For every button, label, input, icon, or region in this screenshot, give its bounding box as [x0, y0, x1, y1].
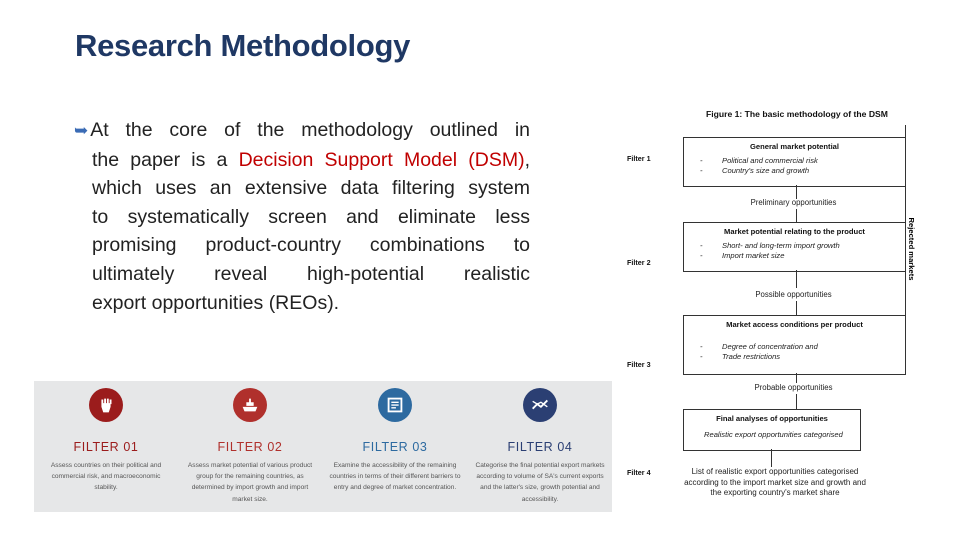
box-title-4: Final analyses of opportunities: [716, 414, 828, 423]
box-item: Realistic export opportunities categorised: [704, 430, 843, 439]
filter-label-3: Filter 3: [627, 360, 651, 369]
box-item: - Trade restrictions: [700, 351, 781, 361]
connector: [796, 209, 797, 223]
box-title-2: Market potential relating to the product: [724, 227, 865, 236]
box-item: - Degree of concentration and: [700, 342, 818, 351]
filter-desc-2: Assess market potential of various product group for the remaining countries, as determined by import growth and import market size.: [187, 462, 313, 503]
rejected-label: Rejected markets: [906, 217, 916, 281]
bullet-arrow-icon: ➥: [74, 121, 89, 140]
filter-title-1: FILTER 01: [73, 440, 139, 454]
box-item: - Country's size and growth: [700, 165, 810, 175]
box-market-product: [683, 222, 906, 272]
filter-title-4: FILTER 04: [507, 440, 573, 454]
filter-label-1: Filter 1: [627, 154, 651, 163]
between-label-1: Preliminary opportunities: [750, 198, 837, 207]
box-item: - Short- and long-term import growth: [700, 241, 840, 250]
bullet-line-2b: ,: [524, 148, 530, 171]
slide-title: Research Methodology: [75, 28, 411, 63]
filter-desc-1: Assess countries on their political and commercial risk, and macroeconomic stability.: [50, 462, 162, 492]
box-title-3: Market access conditions per product: [726, 320, 863, 329]
connector: [796, 185, 797, 199]
bullet-line-3: which uses an extensive data filtering system: [92, 177, 530, 200]
filter-label-4: Filter 4: [627, 468, 651, 477]
connector: [796, 394, 797, 410]
box-title-1: General market potential: [749, 142, 840, 151]
connector: [796, 373, 797, 383]
filter-card-4: [468, 381, 612, 512]
figure-title: Figure 1: The basic methodology of the DSM: [706, 109, 888, 119]
box-general-market: [683, 137, 906, 187]
between-label-2: Possible opportunities: [755, 290, 832, 299]
between-label-3: Probable opportunities: [754, 383, 833, 392]
bullet-line-5: promising product-country combinations to: [92, 234, 530, 257]
connector: [771, 449, 772, 467]
raised-fist-icon: [89, 388, 123, 422]
bullet-line-4: to systematically screen and eliminate less: [92, 205, 530, 228]
filter-title-3: FILTER 03: [362, 440, 428, 454]
filter-desc-3: Examine the accessibility of the remaining countries in terms of their different barriers to entry and degree of market concentration.: [329, 462, 461, 492]
bullet-paragraph: [74, 116, 530, 317]
filter-card-3: [323, 381, 467, 512]
final-note: List of realistic export opportunities categorised according to the import market size and growth and the exporting country's market share: [684, 467, 866, 498]
filter-label-2: Filter 2: [627, 258, 651, 267]
connector: [796, 270, 797, 288]
chart-icon: [523, 388, 557, 422]
dsm-highlight: Decision Support Model (DSM): [238, 148, 525, 171]
bullet-line-2a: the paper is a: [92, 148, 239, 171]
filter-card-2: [178, 381, 322, 512]
box-market-access: [683, 315, 906, 375]
document-icon: [378, 388, 412, 422]
bullet-line-6: ultimately reveal high-potential realistic: [92, 262, 530, 285]
box-final-analyses: [683, 409, 861, 451]
rejected-markets-bar: [905, 125, 928, 373]
box-item: - Political and commercial risk: [700, 156, 818, 165]
connector: [796, 301, 797, 315]
filter-desc-4: Categorise the final potential export markets according to volume of SA's current exports and the latter's size, growth potential and accessibility.: [475, 462, 605, 503]
ship-icon: [233, 388, 267, 422]
filters-infographic: [34, 381, 612, 512]
bullet-line-1: At the core of the methodology outlined in: [90, 119, 530, 141]
bullet-line-7: export opportunities (REOs).: [92, 291, 340, 314]
filter-card-1: [34, 381, 178, 512]
box-item: - Import market size: [700, 250, 785, 260]
filter-title-2: FILTER 02: [217, 440, 283, 454]
